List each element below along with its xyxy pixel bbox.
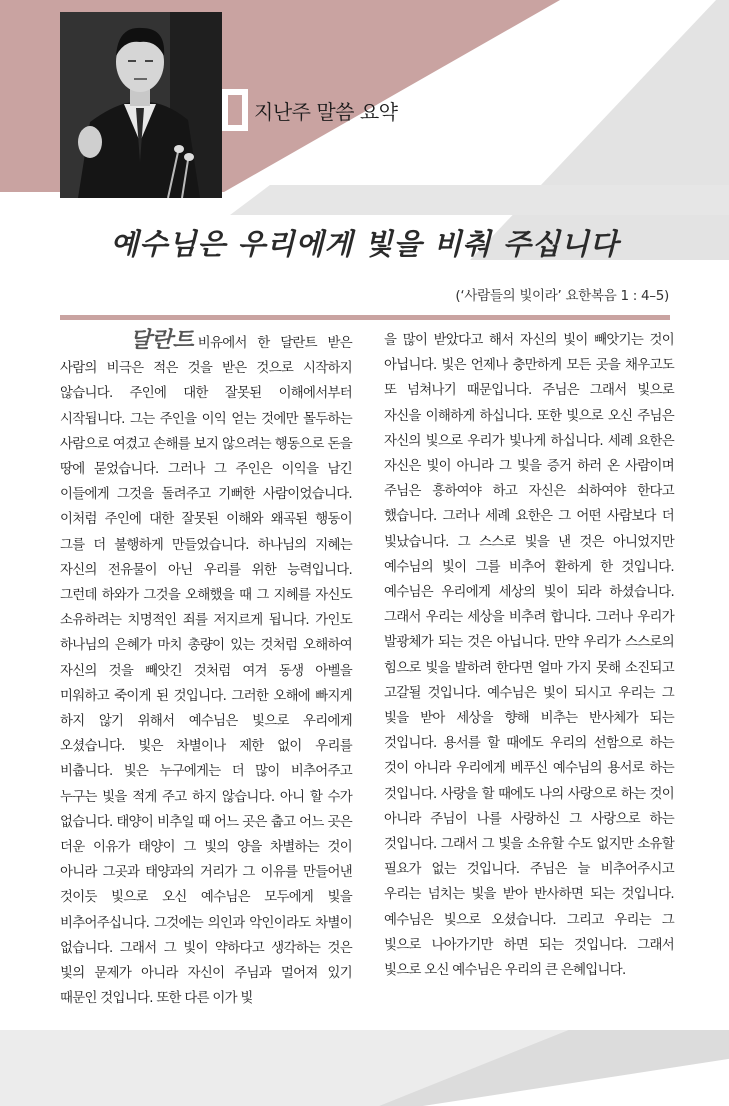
title-divider: [60, 315, 670, 320]
section-label-text: 지난주 말씀 요약: [254, 99, 398, 124]
article-title: 예수님은 우리에게 빛을 비춰 주십니다: [110, 227, 619, 261]
left-column-text: 비유에서 한 달란트 받은 사람의 비극은 적은 것을 받은 것으로 시작하지 않습니다. 주인에 대한 잘못된 이해에서부터 시작됩니다. 그는 주인을 이익 얻는 것에만 몰두하는 사람으로 여겼고 손해를 보지 않으려는 행동으로 돈을 땅에 묻었습니다. 그러나 그 주인은 이익을 남긴 이들에게 그것을 돌려주고 기뻐한 사람이었습니다. 이처럼 주인에 대한 잘못된 이해와 왜곡된 행동이 그를 더 불행하게 만들었습니다. 하나님의 지혜는 자신의 전유물이 아닌 우리를 위한 능력입니다. 그런데 하와가 그것을 오해했을 때 그 지혜를 자신도 소유하려는 치명적인 죄를 저지르게 됩니다. 가인도 하나님의 은혜가 마치 총량이 있는 것처럼 오해하여 자신의 것을 빼앗긴 것처럼 여겨 동생 아벨을 미워하고 죽이게 된 것입니다. 그러한 오해에 빠지게 하지 않기 위해서 예수님은 빛으로 우리에게 오셨습니다. 빛은 차별이나 제한 없이 우리를 비춥니다. 빛은 누구에게는 더 많이 비추어주고 누구는 빛을 적게 주고 하지 않습니다. 아니 할 수가 없습니다. 태양이 비추일 때 어느 곳은 춥고 어느 곳은 더운 이유가 태양이 그 빛의 양을 차별하는 것이 아니라 그곳과 태양과의 거리가 그 이유를 만들어낸 것이듯 빛으로 오신 예수님은 모두에게 빛을 비추어주십니다. 그것에는 의인과 악인이라도 차별이 없습니다. 그래서 그 빛이 약하다고 생각하는 것은 빛의 문제가 아니라 자신이 주님과 멀어져 있기 때문인 것입니다. 또한 다른 이가 빛: [60, 336, 352, 1007]
scripture-citation: (‘사람들의 빛이라’ 요한복음 1 : 4–5): [455, 288, 669, 304]
speaker-photo: [60, 12, 222, 198]
decorative-gray-triangle-top: [470, 0, 729, 260]
article-column-left: [60, 328, 352, 1011]
label-box-icon: [222, 89, 248, 131]
lead-word: 달란트: [130, 327, 194, 353]
section-label: [222, 90, 397, 130]
right-column-text: 을 많이 받았다고 해서 자신의 빛이 빼앗기는 것이 아닙니다. 빛은 언제나 충만하게 모든 곳을 채우고도 또 넘쳐나기 때문입니다. 주님은 그래서 빛으로 자신을 이해하게 하십니다. 또한 빛으로 오신 주님은 자신의 빛으로 우리가 빛나게 하십니다. 세례 요한은 자신은 빛이 아니라 그 빛을 증거 하러 온 사람이며 주님은 흥하여야 하고 자신은 쇠하여야 한다고 했습니다. 그러나 세례 요한은 그 어떤 사람보다 더 빛났습니다. 그 스스로 빛을 낸 것은 아니었지만 예수님의 빛이 그를 비추어 환하게 한 것입니다. 예수님은 우리에게 세상의 빛이 되라 하셨습니다. 그래서 우리는 세상을 비추려 합니다. 그러나 우리가 발광체가 되는 것은 아닙니다. 만약 우리가 스스로의 힘으로 빛을 발하려 한다면 얼마 가지 못해 소진되고 고갈될 것입니다. 예수님은 빛이 되시고 우리는 그 빛을 받아 세상을 향해 비추는 반사체가 되는 것입니다. 용서를 할 때에도 우리의 선함으로 하는 것이 아니라 우리에게 베푸신 예수님의 용서로 하는 것입니다. 사랑을 할 때에도 나의 사랑으로 하는 것이 아니라 주님이 나를 사랑하신 그 사랑으로 하는 것입니다. 그래서 그 빛을 소유할 수도 없지만 소유할 필요가 없는 것입니다. 주님은 늘 비추어주시고 우리는 넘치는 빛을 받아 반사하면 되는 것입니다. 예수님은 빛으로 오셨습니다. 그리고 우리는 그 빛으로 나아가기만 하면 되는 것입니다. 그래서 빛으로 오신 예수님은 우리의 큰 은혜입니다.: [384, 333, 674, 979]
decorative-gray-stripe: [230, 185, 729, 215]
speaker-photo-illustration: [60, 12, 222, 198]
article-column-right: [384, 328, 674, 983]
